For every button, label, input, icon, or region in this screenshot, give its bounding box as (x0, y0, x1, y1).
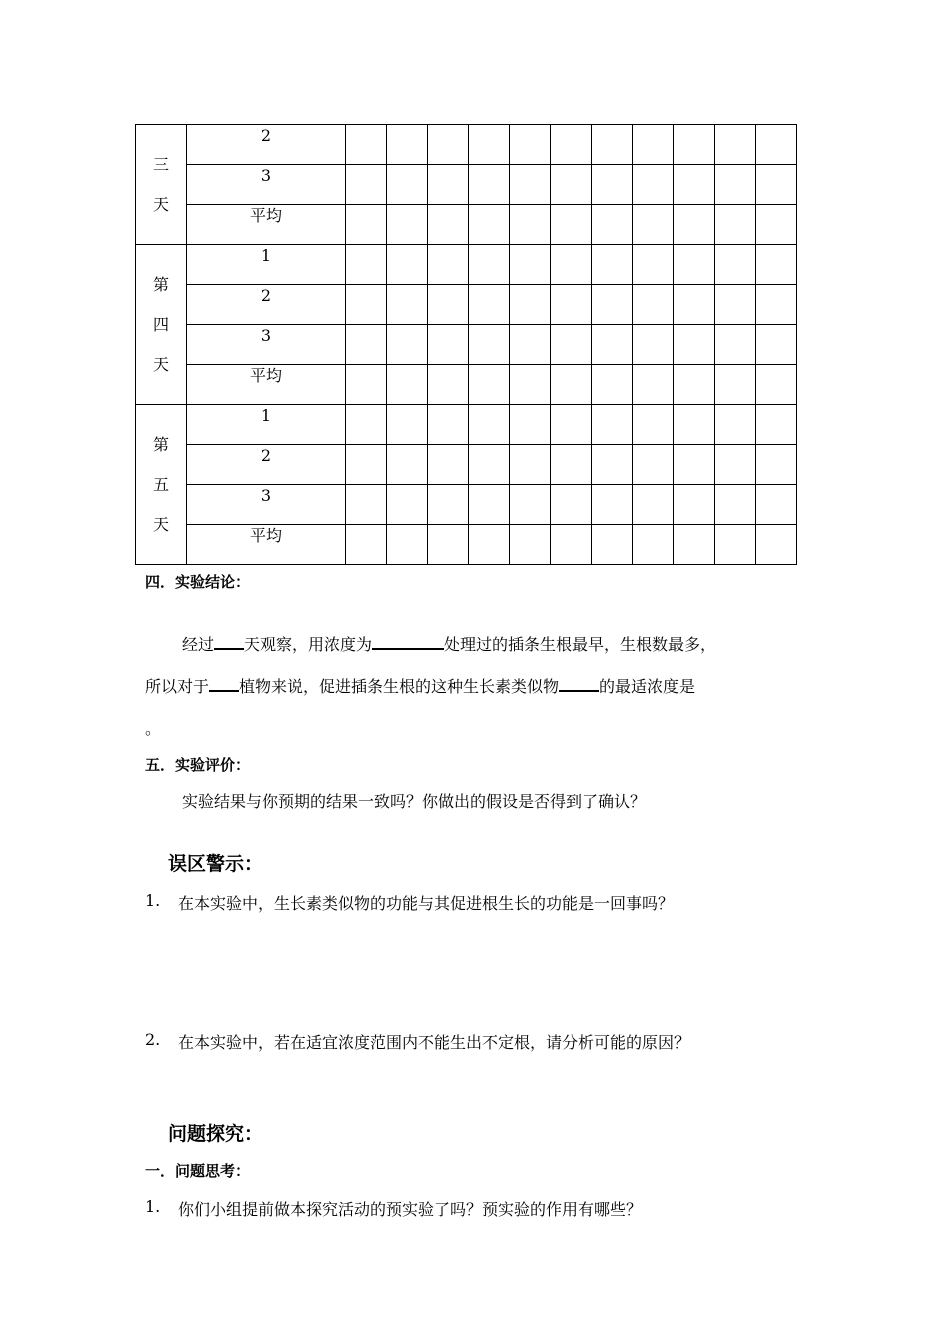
average-cell: 平均 (187, 525, 346, 565)
replicate-cell: 3 (187, 325, 346, 365)
replicate-cell: 1 (187, 245, 346, 285)
table-row (136, 125, 797, 165)
table-row (136, 325, 797, 365)
conclusion-heading: 四．实验结论： (145, 573, 251, 591)
conclusion-line-3: 。 (145, 719, 162, 738)
days-blank[interactable] (214, 632, 244, 650)
replicate-cell: 1 (187, 405, 346, 445)
table-row (136, 245, 797, 285)
average-cell: 平均 (187, 205, 346, 245)
warning-heading: 误区警示： (168, 853, 264, 875)
table-row (136, 445, 797, 485)
inquiry-subheading: 一．问题思考： (145, 1162, 251, 1180)
evaluation-text: 实验结果与你预期的结果一致吗？你做出的假设是否得到了确认？ (182, 792, 647, 811)
table-row (136, 205, 797, 245)
average-cell: 平均 (187, 365, 346, 405)
inquiry-q1: 你们小组提前做本探究活动的预实验了吗？预实验的作用有哪些？ (178, 1200, 643, 1219)
replicate-cell: 3 (187, 485, 346, 525)
replicate-cell: 3 (187, 165, 346, 205)
evaluation-heading: 五．实验评价： (145, 756, 251, 774)
warning-q2: 在本实验中，若在适宜浓度范围内不能生出不定根，请分析可能的原因？ (178, 1033, 691, 1052)
warning-q1-number: 1. (145, 891, 161, 910)
table-row (136, 165, 797, 205)
observation-table (135, 124, 797, 565)
replicate-cell: 2 (187, 445, 346, 485)
warning-q2-number: 2. (145, 1030, 161, 1049)
conclusion-line-2: 所以对于 植物来说，促进插条生根的这种生长素类似物 的最适浓度是 (145, 674, 695, 697)
table-row (136, 285, 797, 325)
table-row (136, 405, 797, 445)
table-row (136, 525, 797, 565)
inquiry-heading: 问题探究： (168, 1123, 264, 1145)
table-row (136, 365, 797, 405)
table-row (136, 485, 797, 525)
inquiry-q1-number: 1. (145, 1197, 161, 1216)
day-label-4: 第 四 天 (136, 245, 187, 405)
conclusion-line-1: 经过 天观察，用浓度为 处理过的插条生根最早，生根数最多， (182, 632, 716, 655)
replicate-cell: 2 (187, 125, 346, 165)
analog-blank[interactable] (559, 674, 599, 692)
concentration-blank[interactable] (372, 632, 444, 650)
replicate-cell: 2 (187, 285, 346, 325)
day-label-3: 三 天 (136, 125, 187, 245)
plant-blank[interactable] (209, 674, 239, 692)
warning-q1: 在本实验中，生长素类似物的功能与其促进根生长的功能是一回事吗？ (178, 894, 675, 913)
day-label-5: 第 五 天 (136, 405, 187, 565)
